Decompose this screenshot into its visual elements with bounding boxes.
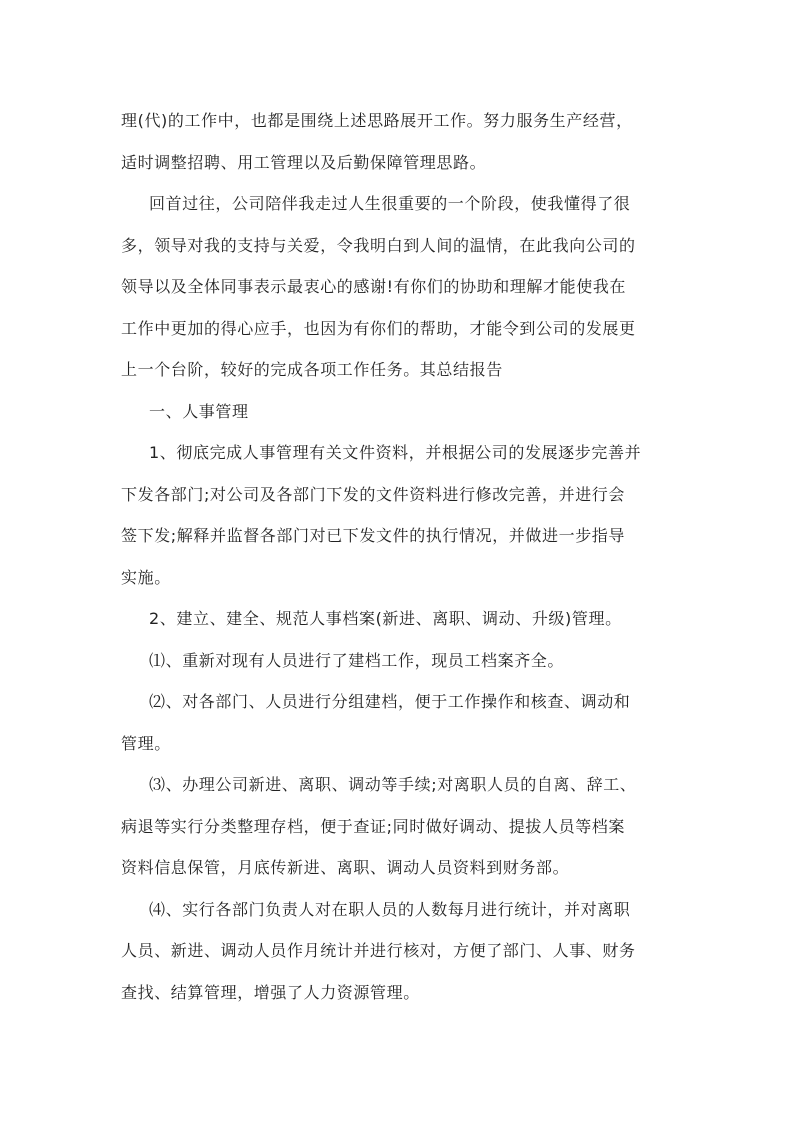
text-line: 管理。: [121, 733, 171, 753]
text-line: 2、建立、建全、规范人事档案(新进、离职、调动、升级)管理。: [149, 609, 622, 628]
text-line: 上一个台阶，较好的完成各项工作任务。其总结报告: [121, 360, 503, 379]
paragraph-item-1: [121, 432, 677, 598]
text-line: 适时调整招聘、用工管理以及后勤保障管理思路。: [121, 152, 487, 172]
text-line: 多，领导对我的支持与关爱，令我明白到人间的温情，在此我向公司的: [121, 235, 636, 255]
text-line: ⑵、对各部门、人员进行分组建档，便于工作操作和核查、调动和: [149, 692, 631, 711]
text-line: 理(代)的工作中，也都是围绕上述思路展开工作。努力服务生产经营，: [121, 111, 633, 130]
paragraph-subitem-2: [121, 681, 677, 764]
text-line: 1、彻底完成人事管理有关文件资料，并根据公司的发展逐步完善并: [149, 443, 642, 462]
text-line: 病退等实行分类整理存档，便于查证;同时做好调动、提拔人员等档案: [121, 816, 625, 836]
text-line: 实施。: [121, 567, 171, 587]
document-body: [121, 100, 677, 1013]
paragraph-item-2: [121, 598, 677, 640]
text-line: ⑴、重新对现有人员进行了建档工作，现员工档案齐全。: [149, 650, 565, 670]
text-line: 资料信息保管，月底传新进、离职、调动人员资料到财务部。: [121, 858, 570, 877]
text-line: ⑶、办理公司新进、离职、调动等手续;对离职人员的自离、辞工、: [149, 775, 637, 794]
text-line: ⑷、实行各部门负责人对在职人员的人数每月进行统计，并对离职: [149, 899, 631, 919]
paragraph-subitem-3: [121, 764, 677, 889]
text-line: 查找、结算管理，增强了人力资源管理。: [121, 982, 420, 1002]
section-heading-hr-management: [121, 391, 677, 433]
paragraph-gratitude: [121, 183, 677, 391]
text-line: 回首过往，公司陪伴我走过人生很重要的一个阶段，使我懂得了很: [149, 194, 631, 213]
text-line: 领导以及全体同事表示最衷心的感谢!有你们的协助和理解才能使我在: [121, 277, 627, 296]
text-line: 下发各部门;对公司及各部门下发的文件资料进行修改完善，并进行会: [121, 484, 625, 504]
paragraph-work-summary: [121, 100, 677, 183]
text-line: 签下发;解释并监督各部门对已下发文件的执行情况，并做进一步指导: [121, 526, 625, 545]
text-line: 人员、新进、调动人员作月统计并进行核对，方便了部门、人事、财务: [121, 941, 636, 960]
paragraph-subitem-1: [121, 640, 677, 682]
paragraph-subitem-4: [121, 889, 677, 1014]
heading-line: 一、人事管理: [149, 401, 249, 421]
text-line: 工作中更加的得心应手，也因为有你们的帮助，才能令到公司的发展更: [121, 318, 636, 338]
